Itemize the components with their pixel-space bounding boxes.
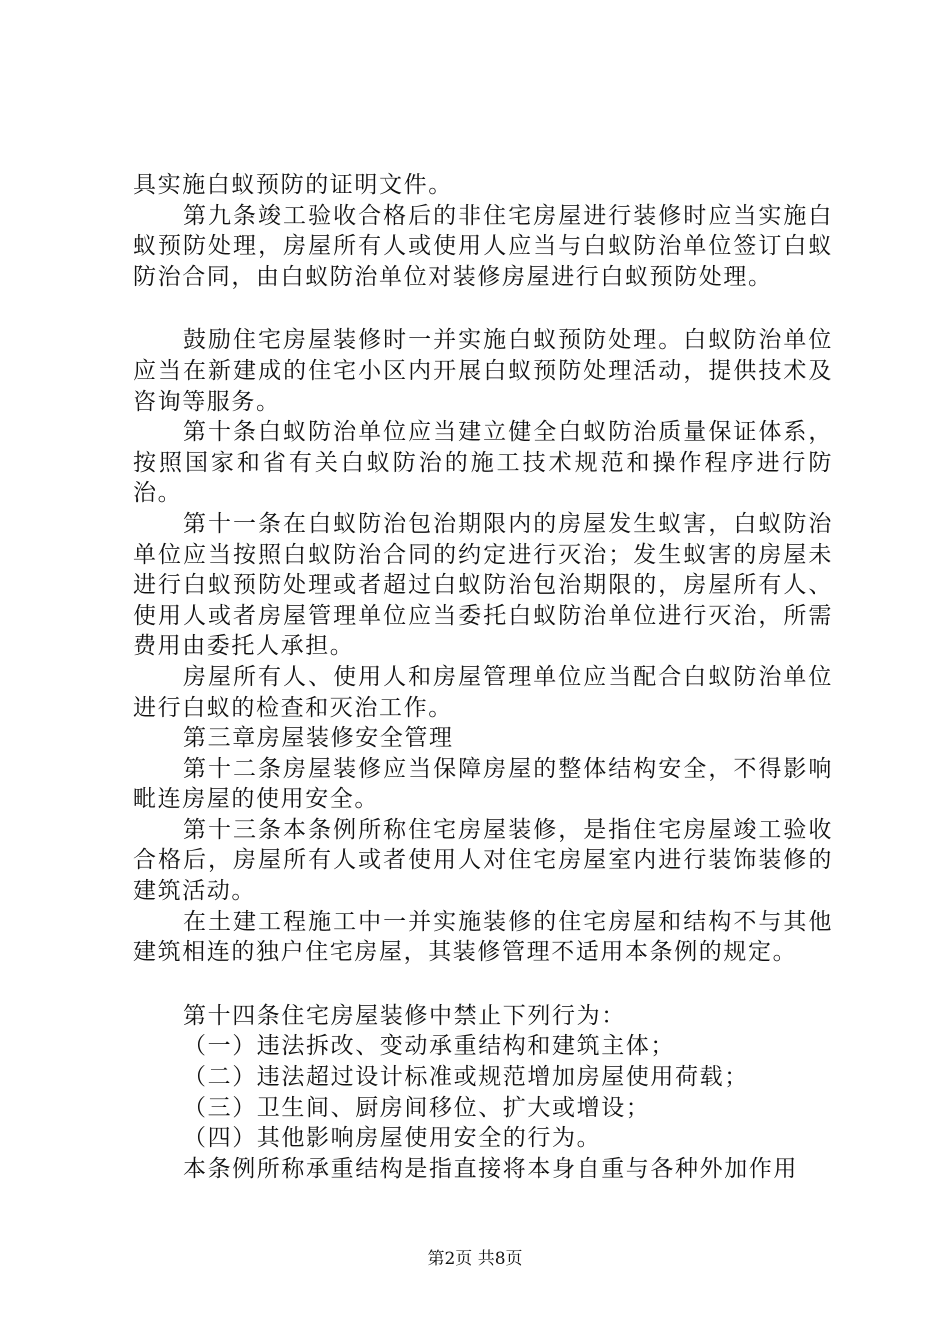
paragraph-8: 第十二条房屋装修应当保障房屋的整体结构安全，不得影响毗连房屋的使用安全。 xyxy=(133,755,833,813)
paragraph-11: 第十四条住宅房屋装修中禁止下列行为： xyxy=(183,1002,626,1029)
paragraph-6: 房屋所有人、使用人和房屋管理单位应当配合白蚁防治单位进行白蚁的检查和灭治工作。 xyxy=(133,663,833,721)
list-item-4: （四）其他影响房屋使用安全的行为。 xyxy=(183,1125,602,1152)
paragraph-9: 第十三条本条例所称住宅房屋装修，是指住宅房屋竣工验收合格后，房屋所有人或者使用人对住宅房屋室内进行装饰装修的建筑活动。 xyxy=(133,816,833,905)
document-body xyxy=(133,170,833,1184)
page-number-footer: 第2页 共8页 xyxy=(427,1249,523,1269)
chapter-heading: 第三章房屋装修安全管理 xyxy=(183,725,454,752)
paragraph-1: 具实施白蚁预防的证明文件。 xyxy=(133,172,453,198)
paragraph-16: 本条例所称承重结构是指直接将本身自重与各种外加作用 xyxy=(183,1155,798,1182)
paragraph-4: 第十条白蚁防治单位应当建立健全白蚁防治质量保证体系，按照国家和省有关白蚁防治的施工技术规范和操作程序进行防治。 xyxy=(133,419,833,507)
list-item-2: （二）违法超过设计标准或规范增加房屋使用荷载； xyxy=(183,1064,749,1091)
list-item-1: （一）违法拆改、变动承重结构和建筑主体； xyxy=(183,1033,675,1060)
paragraph-3: 鼓励住宅房屋装修时一并实施白蚁预防处理。白蚁防治单位应当在新建成的住宅小区内开展白蚁预防处理活动，提供技术及咨询等服务。 xyxy=(133,327,833,415)
paragraph-5: 第十一条在白蚁防治包治期限内的房屋发生蚁害，白蚁防治单位应当按照白蚁防治合同的约定进行灭治；发生蚁害的房屋未进行白蚁预防处理或者超过白蚁防治包治期限的，房屋所有人、使用人或者房屋管理单位应当委托白蚁防治单位进行灭治，所需费用由委托人承担。 xyxy=(133,510,833,660)
list-item-3: （三）卫生间、厨房间移位、扩大或增设； xyxy=(183,1094,651,1121)
paragraph-2: 第九条竣工验收合格后的非住宅房屋进行装修时应当实施白蚁预防处理，房屋所有人或使用人应当与白蚁防治单位签订白蚁防治合同，由白蚁防治单位对装修房屋进行白蚁预防处理。 xyxy=(133,202,833,290)
paragraph-10: 在土建工程施工中一并实施装修的住宅房屋和结构不与其他建筑相连的独户住宅房屋，其装修管理不适用本条例的规定。 xyxy=(133,908,833,966)
